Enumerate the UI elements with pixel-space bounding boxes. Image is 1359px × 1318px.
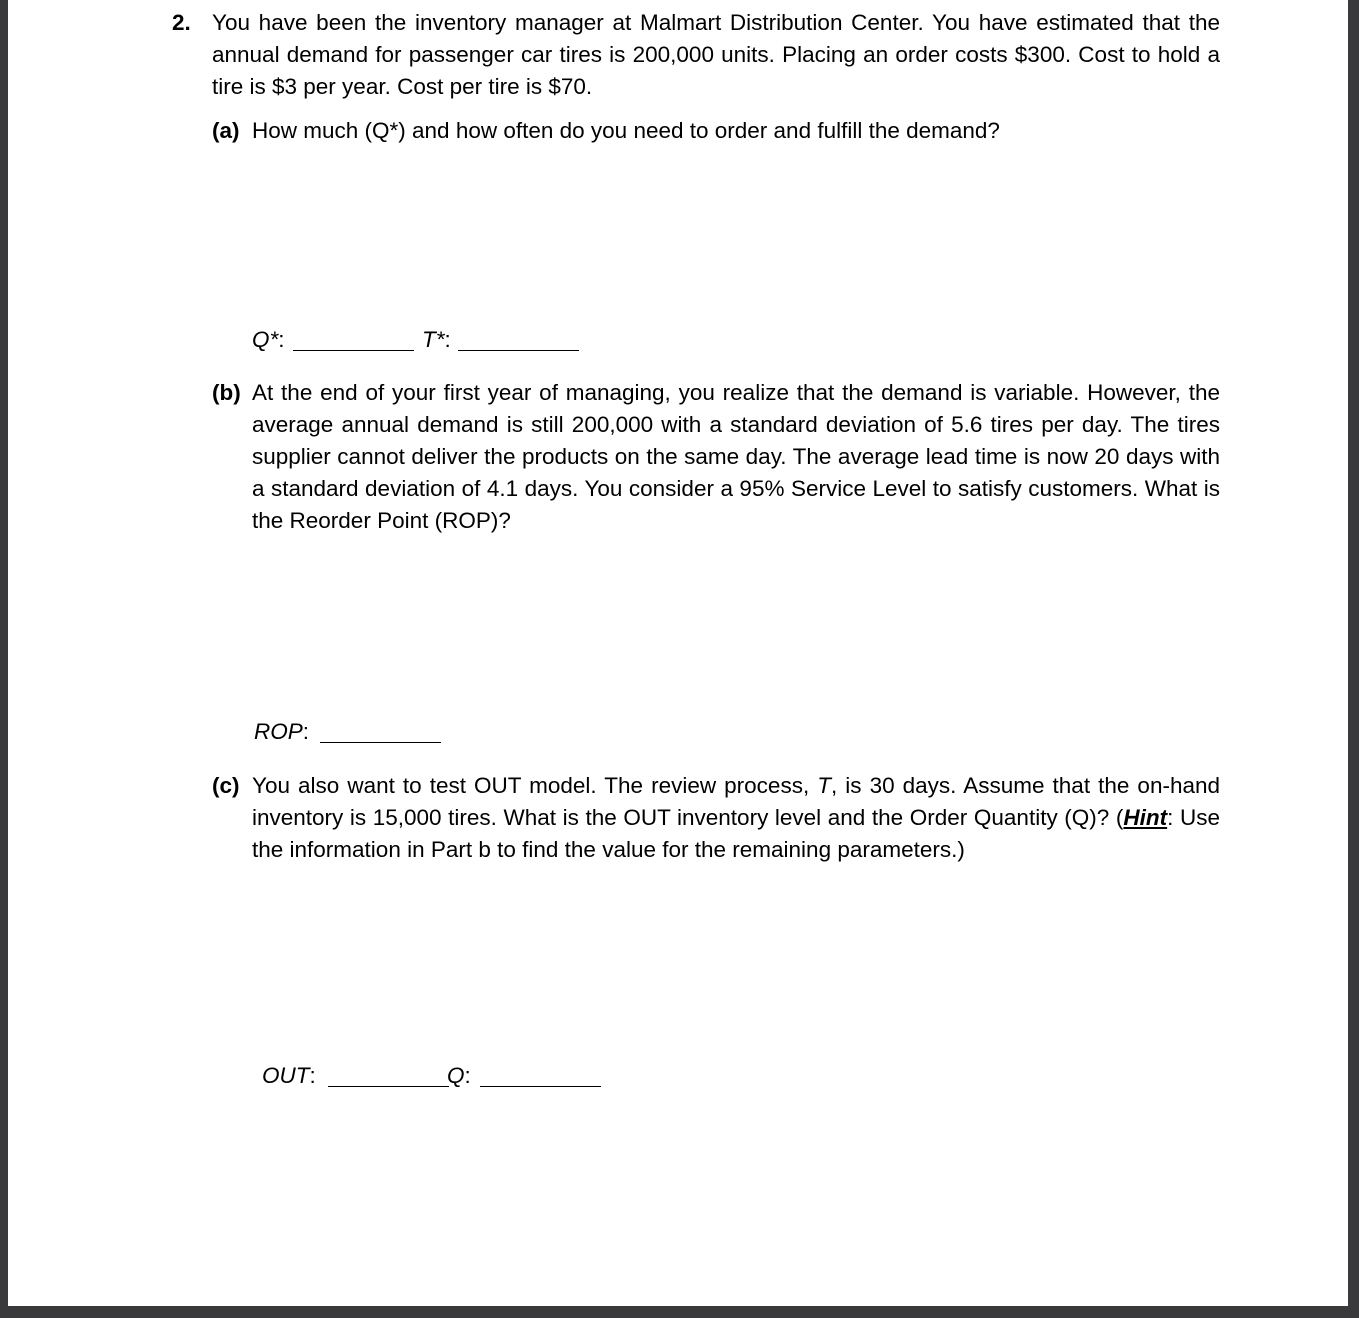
out-label: OUT: bbox=[262, 1063, 316, 1088]
part-c-text: You also want to test OUT model. The review process, T, is 30 days. Assume that the on-hand inventory is 15,000 tires. What is the OUT inventory level and the Order Quantity (Q)? (Hint: Use the information in Part b to find the value for the remaining parameters.) bbox=[252, 773, 1220, 862]
worksheet-page bbox=[8, 0, 1348, 1306]
hint-label: Hint bbox=[1123, 805, 1168, 830]
part-a-label: (a) bbox=[212, 118, 240, 143]
t-star-label: T*: bbox=[422, 327, 451, 352]
q-label: Q: bbox=[447, 1063, 471, 1088]
part-b-text: At the end of your first year of managing, you realize that the demand is variable. However, the average annual demand is still 200,000 with a standard deviation of 5.6 tires per day. The tires supplier cannot deliver the products on the same day. The average lead time is now 20 days with a standard deviation of 4.1 days. You consider a 95% Service Level to satisfy customers. What is the Reorder Point (ROP)? bbox=[252, 380, 1220, 533]
part-a-text: How much (Q*) and how often do you need to order and fulfill the demand? bbox=[252, 118, 1000, 143]
q-star-answer-blank[interactable] bbox=[293, 350, 414, 351]
q-answer-blank[interactable] bbox=[480, 1086, 601, 1087]
rop-answer-blank[interactable] bbox=[320, 742, 441, 743]
out-answer-blank[interactable] bbox=[328, 1086, 449, 1087]
question-number: 2. bbox=[172, 10, 191, 35]
rop-label: ROP: bbox=[254, 719, 310, 744]
t-star-answer-blank[interactable] bbox=[458, 350, 579, 351]
q-star-label: Q*: bbox=[252, 327, 285, 352]
part-b-label: (b) bbox=[212, 380, 241, 405]
part-c-label: (c) bbox=[212, 773, 240, 798]
question-text: You have been the inventory manager at Malmart Distribution Center. You have estimated that the annual demand for passenger car tires is 200,000 units. Placing an order costs $300. Cost to hold a tire is $3 per year. Cost per tire is $70. bbox=[212, 10, 1220, 99]
